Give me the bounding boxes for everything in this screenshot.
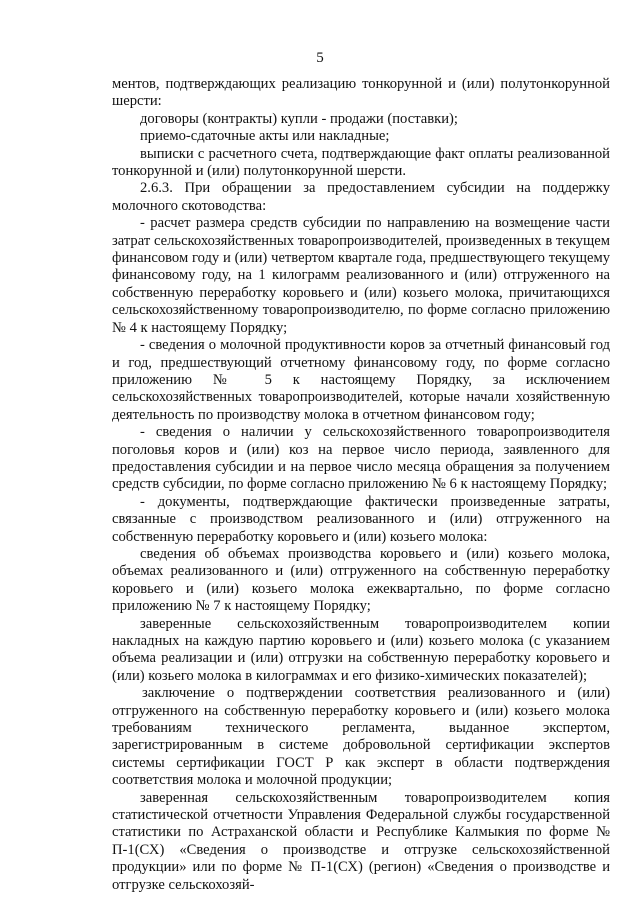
paragraph: заверенная сельскохозяйственным товаропроизводителем копия статистической отчетности Управления Федеральной службы государственной статистики по Астраханской области и Республике Калмыкия по форме № П-1(СХ) «Сведения о производстве и отгрузке сельскохозяйственной продукции» или по форме № П-1(СХ) (регион) «Сведения о производстве и отгрузке сельскохозяй-	[112, 789, 610, 893]
paragraph: приемо-сдаточные акты или накладные;	[140, 128, 390, 145]
paragraph: - сведения о наличии у сельскохозяйственного товаропроизводителя поголовья коров и (или) коз на первое число периода, заявленного для предоставления субсидии и на первое число месяца обращения за получением средств субсидии, по форме согласно приложению № 6 к настоящему Порядку;	[112, 424, 610, 493]
paragraph: - документы, подтверждающие фактически произведенные затраты, связанные с производством реализованного и (или) отгруженного на собственную переработку коровьего и (или) козьего молока:	[112, 493, 610, 545]
paragraph: заверенные сельскохозяйственным товаропроизводителем копии накладных на каждую партию коровьего и (или) козьего молока (с указанием объема реализации и (или) отгрузки на собственную переработку коровьего и (или) козьего молока в килограммах и его физико-химических показателей);	[112, 615, 610, 684]
paragraph: сведения об объемах производства коровьего и (или) козьего молока, объемах реализованного и (или) отгруженного на собственную переработку коровьего и (или) козьего молока ежеквартально, по форме согласно приложению № 7 к настоящему Порядку;	[112, 545, 610, 615]
paragraph: ментов, подтверждающих реализацию тонкорунной и (или) полутонкорунной шерсти:	[112, 76, 610, 110]
paragraph: - расчет размера средств субсидии по направлению на возмещение части затрат сельскохозяйственных товаропроизводителей, произведенных в текущем финансовом году и (или) четвертом квартале года, предшествующего текущему финансовому году, на 1 килограмм реализованного и (или) отгруженного на собственную переработку коровьего и (или) козьего молока, причитающихся сельскохозяйственному товаропроизводителю, по форме согласно приложению № 4 к настоящему Порядку;	[112, 215, 610, 336]
paragraph: - сведения о молочной продуктивности коров за отчетный финансовый год и год, предшествующий отчетному финансовому году, по форме согласно приложению № 5 к настоящему Порядку, за исключением сельскохозяйственных товаропроизводителей, которые начали хозяйственную деятельность по производству молока в отчетном финансовом году;	[112, 337, 610, 423]
paragraph: 2.6.3. При обращении за предоставлением субсидии на поддержку молочного скотоводства:	[112, 180, 610, 214]
paragraph: договоры (контракты) купли - продажи (поставки);	[140, 110, 458, 127]
paragraph: выписки с расчетного счета, подтверждающие факт оплаты реализованной тонкорунной и (или) полутонкорунной шерсти.	[112, 145, 610, 180]
document-body	[112, 76, 610, 894]
page-number: 5	[316, 50, 324, 66]
paragraph: заключение о подтверждении соответствия реализованного и (или) отгруженного на собственную переработку коровьего и (или) козьего молока требованиям технического регламента, выданное экспертом, зарегистрированным в системе добровольной сертификации экспертов системы сертификации ГОСТ Р как эксперт в области подтверждения соответствия молока и молочной продукции;	[112, 685, 610, 789]
